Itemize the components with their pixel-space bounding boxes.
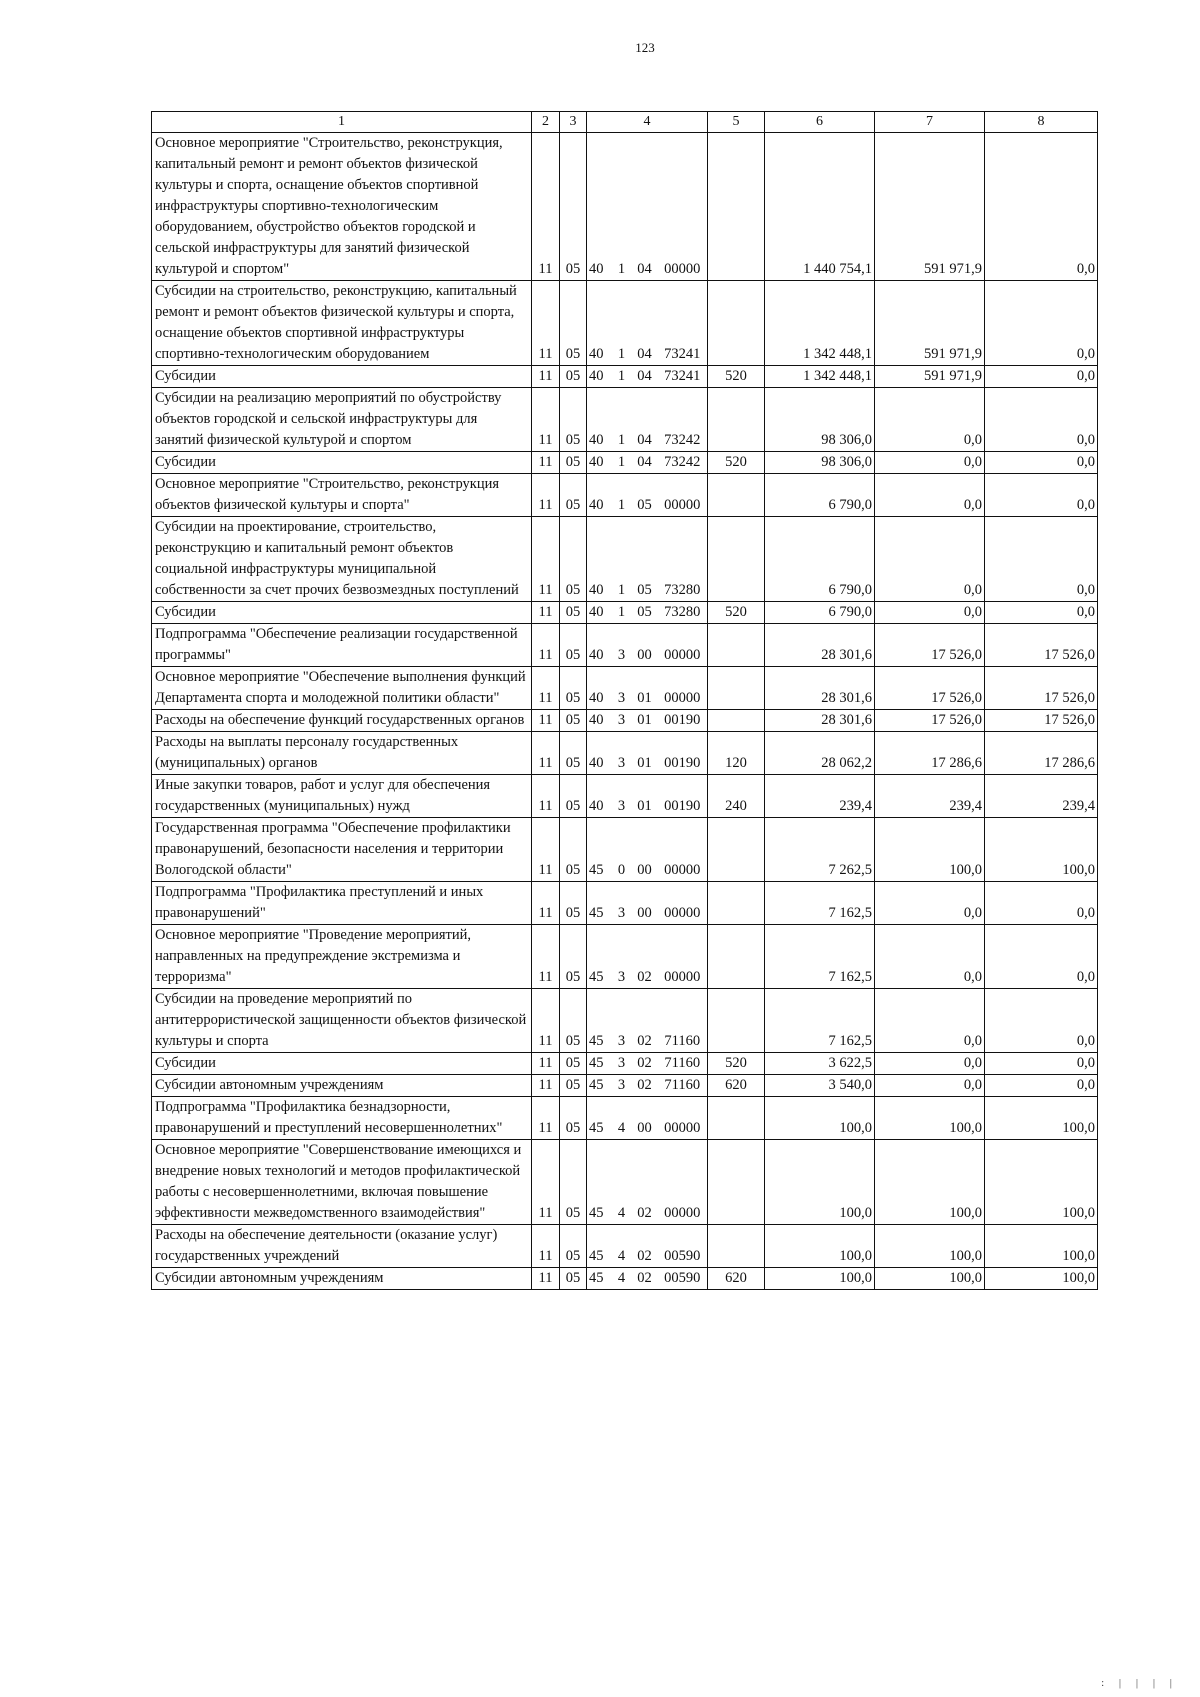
row-code-program: 45 bbox=[587, 818, 612, 882]
row-code-program: 40 bbox=[587, 732, 612, 775]
row-subsection: 05 bbox=[560, 925, 587, 989]
row-code-event: 00 bbox=[632, 1097, 658, 1140]
row-name: Субсидии на строительство, реконструкцию, капитальный ремонт и ремонт объектов физической культуры и спорта, оснащение объектов спортивной инфраструктуры спортивно-технологическим оборудованием bbox=[152, 281, 532, 366]
row-name: Расходы на обеспечение деятельности (оказание услуг) государственных учреждений bbox=[152, 1225, 532, 1268]
row-name: Основное мероприятие "Строительство, реконструкция объектов физической культуры и спорта" bbox=[152, 474, 532, 517]
row-section: 11 bbox=[532, 1225, 560, 1268]
row-code-direction: 00000 bbox=[658, 882, 708, 925]
row-expense-type: 520 bbox=[708, 1053, 765, 1075]
row-amount-year2: 17 526,0 bbox=[875, 710, 985, 732]
row-amount-year3: 0,0 bbox=[985, 388, 1098, 452]
row-code-event: 04 bbox=[632, 452, 658, 474]
row-amount-year1: 28 301,6 bbox=[765, 667, 875, 710]
table-row bbox=[152, 388, 1098, 452]
row-name: Субсидии на реализацию мероприятий по обустройству объектов городской и сельской инфраструктуры для занятий физической культурой и спортом bbox=[152, 388, 532, 452]
table-row bbox=[152, 818, 1098, 882]
row-code-event: 05 bbox=[632, 474, 658, 517]
row-code-subprogram: 4 bbox=[612, 1268, 632, 1290]
row-expense-type: 520 bbox=[708, 452, 765, 474]
row-amount-year1: 1 342 448,1 bbox=[765, 281, 875, 366]
table-row bbox=[152, 775, 1098, 818]
row-code-program: 40 bbox=[587, 474, 612, 517]
row-amount-year2: 100,0 bbox=[875, 818, 985, 882]
row-code-direction: 00000 bbox=[658, 1140, 708, 1225]
row-amount-year2: 239,4 bbox=[875, 775, 985, 818]
row-section: 11 bbox=[532, 667, 560, 710]
row-amount-year1: 3 622,5 bbox=[765, 1053, 875, 1075]
row-expense-type bbox=[708, 624, 765, 667]
table-row bbox=[152, 732, 1098, 775]
row-code-subprogram: 3 bbox=[612, 710, 632, 732]
row-amount-year2: 0,0 bbox=[875, 989, 985, 1053]
row-name: Субсидии на проведение мероприятий по антитеррористической защищенности объектов физической культуры и спорта bbox=[152, 989, 532, 1053]
row-name: Основное мероприятие "Совершенствование имеющихся и внедрение новых технологий и методов профилактической работы с несовершеннолетними, включая повышение эффективности межведомственного взаимодействия" bbox=[152, 1140, 532, 1225]
row-section: 11 bbox=[532, 1053, 560, 1075]
row-amount-year2: 591 971,9 bbox=[875, 366, 985, 388]
table-row bbox=[152, 1075, 1098, 1097]
row-code-program: 40 bbox=[587, 667, 612, 710]
row-amount-year2: 17 526,0 bbox=[875, 624, 985, 667]
row-subsection: 05 bbox=[560, 474, 587, 517]
table-row bbox=[152, 1140, 1098, 1225]
row-code-event: 05 bbox=[632, 602, 658, 624]
row-amount-year2: 0,0 bbox=[875, 517, 985, 602]
row-code-subprogram: 4 bbox=[612, 1140, 632, 1225]
row-subsection: 05 bbox=[560, 882, 587, 925]
row-code-event: 02 bbox=[632, 1075, 658, 1097]
table-row bbox=[152, 281, 1098, 366]
row-code-program: 40 bbox=[587, 517, 612, 602]
row-code-event: 02 bbox=[632, 989, 658, 1053]
row-code-event: 02 bbox=[632, 1268, 658, 1290]
row-code-direction: 73242 bbox=[658, 452, 708, 474]
header-col-7: 7 bbox=[875, 112, 985, 133]
row-code-event: 01 bbox=[632, 667, 658, 710]
row-name: Субсидии bbox=[152, 602, 532, 624]
row-expense-type bbox=[708, 1097, 765, 1140]
header-row bbox=[152, 112, 1098, 133]
table-row bbox=[152, 1053, 1098, 1075]
row-amount-year1: 1 342 448,1 bbox=[765, 366, 875, 388]
row-code-event: 01 bbox=[632, 775, 658, 818]
row-expense-type bbox=[708, 925, 765, 989]
row-code-event: 00 bbox=[632, 818, 658, 882]
row-amount-year3: 0,0 bbox=[985, 517, 1098, 602]
row-code-direction: 00000 bbox=[658, 1097, 708, 1140]
row-expense-type bbox=[708, 1140, 765, 1225]
row-expense-type: 520 bbox=[708, 366, 765, 388]
table-row bbox=[152, 882, 1098, 925]
row-section: 11 bbox=[532, 366, 560, 388]
row-amount-year3: 0,0 bbox=[985, 366, 1098, 388]
row-expense-type: 620 bbox=[708, 1268, 765, 1290]
budget-table bbox=[151, 111, 1098, 1290]
row-amount-year3: 239,4 bbox=[985, 775, 1098, 818]
row-section: 11 bbox=[532, 732, 560, 775]
row-section: 11 bbox=[532, 1140, 560, 1225]
row-section: 11 bbox=[532, 989, 560, 1053]
row-name: Основное мероприятие "Строительство, реконструкция, капитальный ремонт и ремонт объектов физической культуры и спорта, оснащение объектов спортивной инфраструктуры спортивно-технологическим оборудованием, обустройство объектов городской и сельской инфраструктуры для занятий физической культурой и спортом" bbox=[152, 133, 532, 281]
row-amount-year2: 17 526,0 bbox=[875, 667, 985, 710]
row-expense-type bbox=[708, 818, 765, 882]
row-section: 11 bbox=[532, 281, 560, 366]
row-amount-year3: 0,0 bbox=[985, 474, 1098, 517]
row-code-direction: 00590 bbox=[658, 1225, 708, 1268]
row-expense-type bbox=[708, 388, 765, 452]
row-name: Субсидии bbox=[152, 1053, 532, 1075]
row-expense-type bbox=[708, 882, 765, 925]
row-amount-year3: 100,0 bbox=[985, 1097, 1098, 1140]
table-row bbox=[152, 452, 1098, 474]
row-amount-year2: 100,0 bbox=[875, 1097, 985, 1140]
row-code-program: 40 bbox=[587, 775, 612, 818]
table-row bbox=[152, 474, 1098, 517]
row-amount-year2: 100,0 bbox=[875, 1140, 985, 1225]
row-code-direction: 73242 bbox=[658, 388, 708, 452]
row-code-direction: 73241 bbox=[658, 281, 708, 366]
row-code-program: 45 bbox=[587, 1225, 612, 1268]
row-code-direction: 00190 bbox=[658, 710, 708, 732]
row-amount-year2: 591 971,9 bbox=[875, 133, 985, 281]
row-code-event: 02 bbox=[632, 1053, 658, 1075]
row-code-event: 04 bbox=[632, 133, 658, 281]
row-expense-type: 240 bbox=[708, 775, 765, 818]
row-code-subprogram: 3 bbox=[612, 1053, 632, 1075]
row-amount-year1: 7 162,5 bbox=[765, 925, 875, 989]
row-code-program: 45 bbox=[587, 925, 612, 989]
row-section: 11 bbox=[532, 1075, 560, 1097]
row-expense-type bbox=[708, 710, 765, 732]
row-code-event: 02 bbox=[632, 925, 658, 989]
row-name: Подпрограмма "Профилактика безнадзорности, правонарушений и преступлений несовершеннолетних" bbox=[152, 1097, 532, 1140]
row-section: 11 bbox=[532, 474, 560, 517]
row-amount-year1: 1 440 754,1 bbox=[765, 133, 875, 281]
row-amount-year3: 17 526,0 bbox=[985, 667, 1098, 710]
header-col-1: 1 bbox=[152, 112, 532, 133]
row-code-direction: 00000 bbox=[658, 624, 708, 667]
row-section: 11 bbox=[532, 452, 560, 474]
row-amount-year1: 6 790,0 bbox=[765, 602, 875, 624]
row-code-subprogram: 1 bbox=[612, 281, 632, 366]
row-amount-year3: 0,0 bbox=[985, 882, 1098, 925]
row-amount-year1: 28 301,6 bbox=[765, 624, 875, 667]
row-section: 11 bbox=[532, 1097, 560, 1140]
row-expense-type bbox=[708, 989, 765, 1053]
row-subsection: 05 bbox=[560, 1268, 587, 1290]
table-row bbox=[152, 602, 1098, 624]
row-code-program: 40 bbox=[587, 133, 612, 281]
row-amount-year2: 100,0 bbox=[875, 1225, 985, 1268]
row-section: 11 bbox=[532, 925, 560, 989]
row-code-program: 40 bbox=[587, 710, 612, 732]
row-code-event: 02 bbox=[632, 1225, 658, 1268]
row-code-subprogram: 0 bbox=[612, 818, 632, 882]
row-amount-year1: 28 062,2 bbox=[765, 732, 875, 775]
row-amount-year2: 0,0 bbox=[875, 925, 985, 989]
row-code-direction: 00000 bbox=[658, 667, 708, 710]
row-amount-year3: 17 286,6 bbox=[985, 732, 1098, 775]
row-name: Субсидии автономным учреждениям bbox=[152, 1268, 532, 1290]
row-amount-year3: 0,0 bbox=[985, 133, 1098, 281]
row-code-program: 45 bbox=[587, 1097, 612, 1140]
row-name: Субсидии bbox=[152, 452, 532, 474]
row-expense-type: 620 bbox=[708, 1075, 765, 1097]
row-code-direction: 71160 bbox=[658, 1053, 708, 1075]
row-code-program: 40 bbox=[587, 388, 612, 452]
header-col-4: 4 bbox=[587, 112, 708, 133]
row-code-direction: 71160 bbox=[658, 1075, 708, 1097]
row-name: Государственная программа "Обеспечение профилактики правонарушений, безопасности населения и территории Вологодской области" bbox=[152, 818, 532, 882]
row-subsection: 05 bbox=[560, 602, 587, 624]
table-row bbox=[152, 133, 1098, 281]
row-code-event: 04 bbox=[632, 366, 658, 388]
row-amount-year3: 17 526,0 bbox=[985, 710, 1098, 732]
row-code-program: 40 bbox=[587, 624, 612, 667]
row-code-event: 01 bbox=[632, 732, 658, 775]
table-row bbox=[152, 989, 1098, 1053]
row-expense-type: 520 bbox=[708, 602, 765, 624]
row-name: Расходы на выплаты персоналу государственных (муниципальных) органов bbox=[152, 732, 532, 775]
table-row bbox=[152, 1097, 1098, 1140]
row-amount-year1: 6 790,0 bbox=[765, 474, 875, 517]
row-amount-year1: 6 790,0 bbox=[765, 517, 875, 602]
row-code-subprogram: 3 bbox=[612, 1075, 632, 1097]
row-amount-year1: 7 162,5 bbox=[765, 989, 875, 1053]
row-section: 11 bbox=[532, 624, 560, 667]
row-amount-year2: 591 971,9 bbox=[875, 281, 985, 366]
row-amount-year2: 0,0 bbox=[875, 388, 985, 452]
row-name: Основное мероприятие "Проведение мероприятий, направленных на предупреждение экстремизма и терроризма" bbox=[152, 925, 532, 989]
row-amount-year1: 28 301,6 bbox=[765, 710, 875, 732]
row-subsection: 05 bbox=[560, 366, 587, 388]
row-amount-year3: 100,0 bbox=[985, 1225, 1098, 1268]
row-section: 11 bbox=[532, 775, 560, 818]
row-expense-type bbox=[708, 281, 765, 366]
row-code-subprogram: 3 bbox=[612, 775, 632, 818]
row-subsection: 05 bbox=[560, 710, 587, 732]
row-code-event: 05 bbox=[632, 517, 658, 602]
row-name: Основное мероприятие "Обеспечение выполнения функций Департамента спорта и молодежной политики области" bbox=[152, 667, 532, 710]
row-subsection: 05 bbox=[560, 1140, 587, 1225]
row-amount-year2: 0,0 bbox=[875, 1075, 985, 1097]
row-amount-year1: 3 540,0 bbox=[765, 1075, 875, 1097]
row-code-direction: 73241 bbox=[658, 366, 708, 388]
row-code-program: 45 bbox=[587, 1053, 612, 1075]
scan-corner-marks: : | | | | bbox=[1092, 1677, 1178, 1689]
row-code-program: 40 bbox=[587, 366, 612, 388]
row-amount-year1: 100,0 bbox=[765, 1268, 875, 1290]
row-code-direction: 00190 bbox=[658, 732, 708, 775]
row-code-program: 45 bbox=[587, 1075, 612, 1097]
row-code-subprogram: 3 bbox=[612, 667, 632, 710]
row-code-event: 04 bbox=[632, 388, 658, 452]
row-code-subprogram: 1 bbox=[612, 388, 632, 452]
row-amount-year3: 100,0 bbox=[985, 1268, 1098, 1290]
row-code-subprogram: 3 bbox=[612, 732, 632, 775]
row-code-direction: 00000 bbox=[658, 925, 708, 989]
row-amount-year2: 0,0 bbox=[875, 452, 985, 474]
row-subsection: 05 bbox=[560, 1075, 587, 1097]
table-row bbox=[152, 925, 1098, 989]
row-code-subprogram: 1 bbox=[612, 602, 632, 624]
row-expense-type bbox=[708, 133, 765, 281]
row-subsection: 05 bbox=[560, 133, 587, 281]
row-amount-year1: 100,0 bbox=[765, 1140, 875, 1225]
row-code-subprogram: 1 bbox=[612, 474, 632, 517]
row-subsection: 05 bbox=[560, 388, 587, 452]
row-amount-year1: 239,4 bbox=[765, 775, 875, 818]
row-code-direction: 71160 bbox=[658, 989, 708, 1053]
row-expense-type bbox=[708, 1225, 765, 1268]
row-code-program: 45 bbox=[587, 1140, 612, 1225]
row-code-subprogram: 3 bbox=[612, 925, 632, 989]
row-amount-year2: 0,0 bbox=[875, 602, 985, 624]
table-row bbox=[152, 1225, 1098, 1268]
header-col-3: 3 bbox=[560, 112, 587, 133]
row-amount-year3: 0,0 bbox=[985, 1075, 1098, 1097]
row-amount-year2: 0,0 bbox=[875, 1053, 985, 1075]
row-code-direction: 00590 bbox=[658, 1268, 708, 1290]
row-code-direction: 00190 bbox=[658, 775, 708, 818]
row-code-subprogram: 4 bbox=[612, 1225, 632, 1268]
row-name: Иные закупки товаров, работ и услуг для обеспечения государственных (муниципальных) нужд bbox=[152, 775, 532, 818]
row-code-subprogram: 3 bbox=[612, 882, 632, 925]
row-amount-year3: 0,0 bbox=[985, 1053, 1098, 1075]
row-code-subprogram: 3 bbox=[612, 989, 632, 1053]
row-amount-year1: 7 162,5 bbox=[765, 882, 875, 925]
row-name: Субсидии автономным учреждениям bbox=[152, 1075, 532, 1097]
row-code-subprogram: 1 bbox=[612, 133, 632, 281]
header-col-8: 8 bbox=[985, 112, 1098, 133]
row-code-event: 01 bbox=[632, 710, 658, 732]
row-amount-year2: 0,0 bbox=[875, 882, 985, 925]
row-name: Подпрограмма "Профилактика преступлений и иных правонарушений" bbox=[152, 882, 532, 925]
table-row bbox=[152, 624, 1098, 667]
row-section: 11 bbox=[532, 133, 560, 281]
row-section: 11 bbox=[532, 882, 560, 925]
row-code-subprogram: 1 bbox=[612, 366, 632, 388]
row-amount-year3: 100,0 bbox=[985, 1140, 1098, 1225]
row-code-program: 40 bbox=[587, 452, 612, 474]
row-expense-type: 120 bbox=[708, 732, 765, 775]
row-subsection: 05 bbox=[560, 732, 587, 775]
row-amount-year3: 0,0 bbox=[985, 989, 1098, 1053]
row-code-program: 40 bbox=[587, 281, 612, 366]
row-code-event: 00 bbox=[632, 624, 658, 667]
row-amount-year3: 0,0 bbox=[985, 281, 1098, 366]
row-code-subprogram: 1 bbox=[612, 517, 632, 602]
row-amount-year3: 100,0 bbox=[985, 818, 1098, 882]
row-name: Субсидии на проектирование, строительство, реконструкцию и капитальный ремонт объектов социальной инфраструктуры муниципальной собственности за счет прочих безвозмездных поступлений bbox=[152, 517, 532, 602]
row-amount-year1: 7 262,5 bbox=[765, 818, 875, 882]
row-code-program: 45 bbox=[587, 989, 612, 1053]
row-expense-type bbox=[708, 517, 765, 602]
header-col-2: 2 bbox=[532, 112, 560, 133]
row-subsection: 05 bbox=[560, 775, 587, 818]
row-subsection: 05 bbox=[560, 1097, 587, 1140]
row-code-direction: 73280 bbox=[658, 602, 708, 624]
row-amount-year1: 100,0 bbox=[765, 1097, 875, 1140]
row-section: 11 bbox=[532, 388, 560, 452]
row-code-program: 45 bbox=[587, 882, 612, 925]
row-code-subprogram: 1 bbox=[612, 452, 632, 474]
row-amount-year3: 0,0 bbox=[985, 452, 1098, 474]
row-code-direction: 73280 bbox=[658, 517, 708, 602]
page-number: 123 bbox=[635, 40, 655, 55]
row-section: 11 bbox=[532, 1268, 560, 1290]
row-amount-year3: 0,0 bbox=[985, 602, 1098, 624]
row-name: Субсидии bbox=[152, 366, 532, 388]
row-section: 11 bbox=[532, 602, 560, 624]
row-expense-type bbox=[708, 474, 765, 517]
row-subsection: 05 bbox=[560, 1053, 587, 1075]
row-name: Расходы на обеспечение функций государственных органов bbox=[152, 710, 532, 732]
row-amount-year1: 100,0 bbox=[765, 1225, 875, 1268]
row-section: 11 bbox=[532, 517, 560, 602]
header-col-5: 5 bbox=[708, 112, 765, 133]
row-code-direction: 00000 bbox=[658, 818, 708, 882]
row-amount-year2: 100,0 bbox=[875, 1268, 985, 1290]
row-subsection: 05 bbox=[560, 818, 587, 882]
row-subsection: 05 bbox=[560, 624, 587, 667]
row-subsection: 05 bbox=[560, 989, 587, 1053]
row-name: Подпрограмма "Обеспечение реализации государственной программы" bbox=[152, 624, 532, 667]
row-expense-type bbox=[708, 667, 765, 710]
row-code-event: 00 bbox=[632, 882, 658, 925]
table-row bbox=[152, 667, 1098, 710]
row-code-direction: 00000 bbox=[658, 474, 708, 517]
header-col-6: 6 bbox=[765, 112, 875, 133]
row-subsection: 05 bbox=[560, 1225, 587, 1268]
row-code-subprogram: 4 bbox=[612, 1097, 632, 1140]
row-subsection: 05 bbox=[560, 452, 587, 474]
row-amount-year3: 0,0 bbox=[985, 925, 1098, 989]
row-code-event: 02 bbox=[632, 1140, 658, 1225]
row-code-event: 04 bbox=[632, 281, 658, 366]
row-subsection: 05 bbox=[560, 667, 587, 710]
row-amount-year1: 98 306,0 bbox=[765, 388, 875, 452]
row-code-program: 45 bbox=[587, 1268, 612, 1290]
table-row bbox=[152, 366, 1098, 388]
row-subsection: 05 bbox=[560, 281, 587, 366]
row-code-direction: 00000 bbox=[658, 133, 708, 281]
row-section: 11 bbox=[532, 710, 560, 732]
row-subsection: 05 bbox=[560, 517, 587, 602]
row-code-subprogram: 3 bbox=[612, 624, 632, 667]
row-amount-year1: 98 306,0 bbox=[765, 452, 875, 474]
row-code-program: 40 bbox=[587, 602, 612, 624]
row-amount-year2: 17 286,6 bbox=[875, 732, 985, 775]
table-row bbox=[152, 1268, 1098, 1290]
row-amount-year2: 0,0 bbox=[875, 474, 985, 517]
row-section: 11 bbox=[532, 818, 560, 882]
table-row bbox=[152, 710, 1098, 732]
row-amount-year3: 17 526,0 bbox=[985, 624, 1098, 667]
table-row bbox=[152, 517, 1098, 602]
